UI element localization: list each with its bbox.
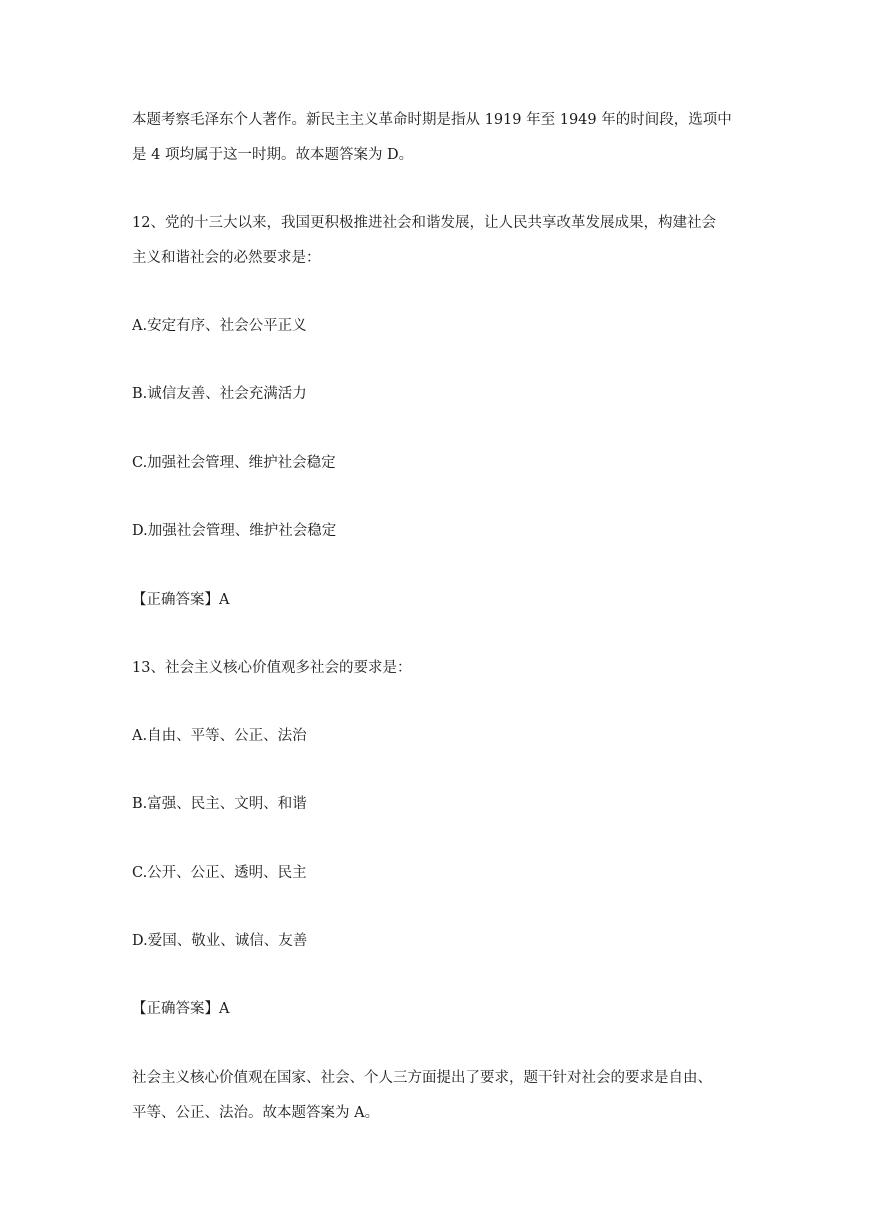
question-13-option-d: D.爱国、敬业、诚信、友善 <box>132 933 308 949</box>
question-13-answer: 【正确答案】A <box>132 1001 230 1017</box>
question-13-explanation-line-1: 社会主义核心价值观在国家、社会、个人三方面提出了要求，题干针对社会的要求是自由、 <box>132 1070 712 1086</box>
question-13-option-c: C.公开、公正、透明、民主 <box>132 865 307 881</box>
question-12-stem-line-1: 12、党的十三大以来，我国更积极推进社会和谐发展，让人民共享改革发展成果，构建社会 <box>132 215 716 231</box>
question-12-option-b: B.诚信友善、社会充满活力 <box>132 386 307 402</box>
question-12-option-d: D.加强社会管理、维护社会稳定 <box>132 523 337 539</box>
explanation-11-line-2: 是 4 项均属于这一时期。故本题答案为 D。 <box>132 147 414 163</box>
question-13-option-b: B.富强、民主、文明、和谐 <box>132 796 307 812</box>
question-12-answer: 【正确答案】A <box>132 592 230 608</box>
question-12-option-a: A.安定有序、社会公平正义 <box>132 318 307 334</box>
explanation-11-line-1: 本题考察毛泽东个人著作。新民主主义革命时期是指从 1919 年至 1949 年的时间段，选项中 <box>132 112 732 128</box>
question-13-stem: 13、社会主义核心价值观多社会的要求是： <box>132 660 412 676</box>
question-12-option-c: C.加强社会管理、维护社会稳定 <box>132 455 336 471</box>
question-13-option-a: A.自由、平等、公正、法治 <box>132 728 307 744</box>
question-13-explanation-line-2: 平等、公正、法治。故本题答案为 A。 <box>132 1105 380 1121</box>
question-12-stem-line-2: 主义和谐社会的必然要求是： <box>132 250 321 266</box>
